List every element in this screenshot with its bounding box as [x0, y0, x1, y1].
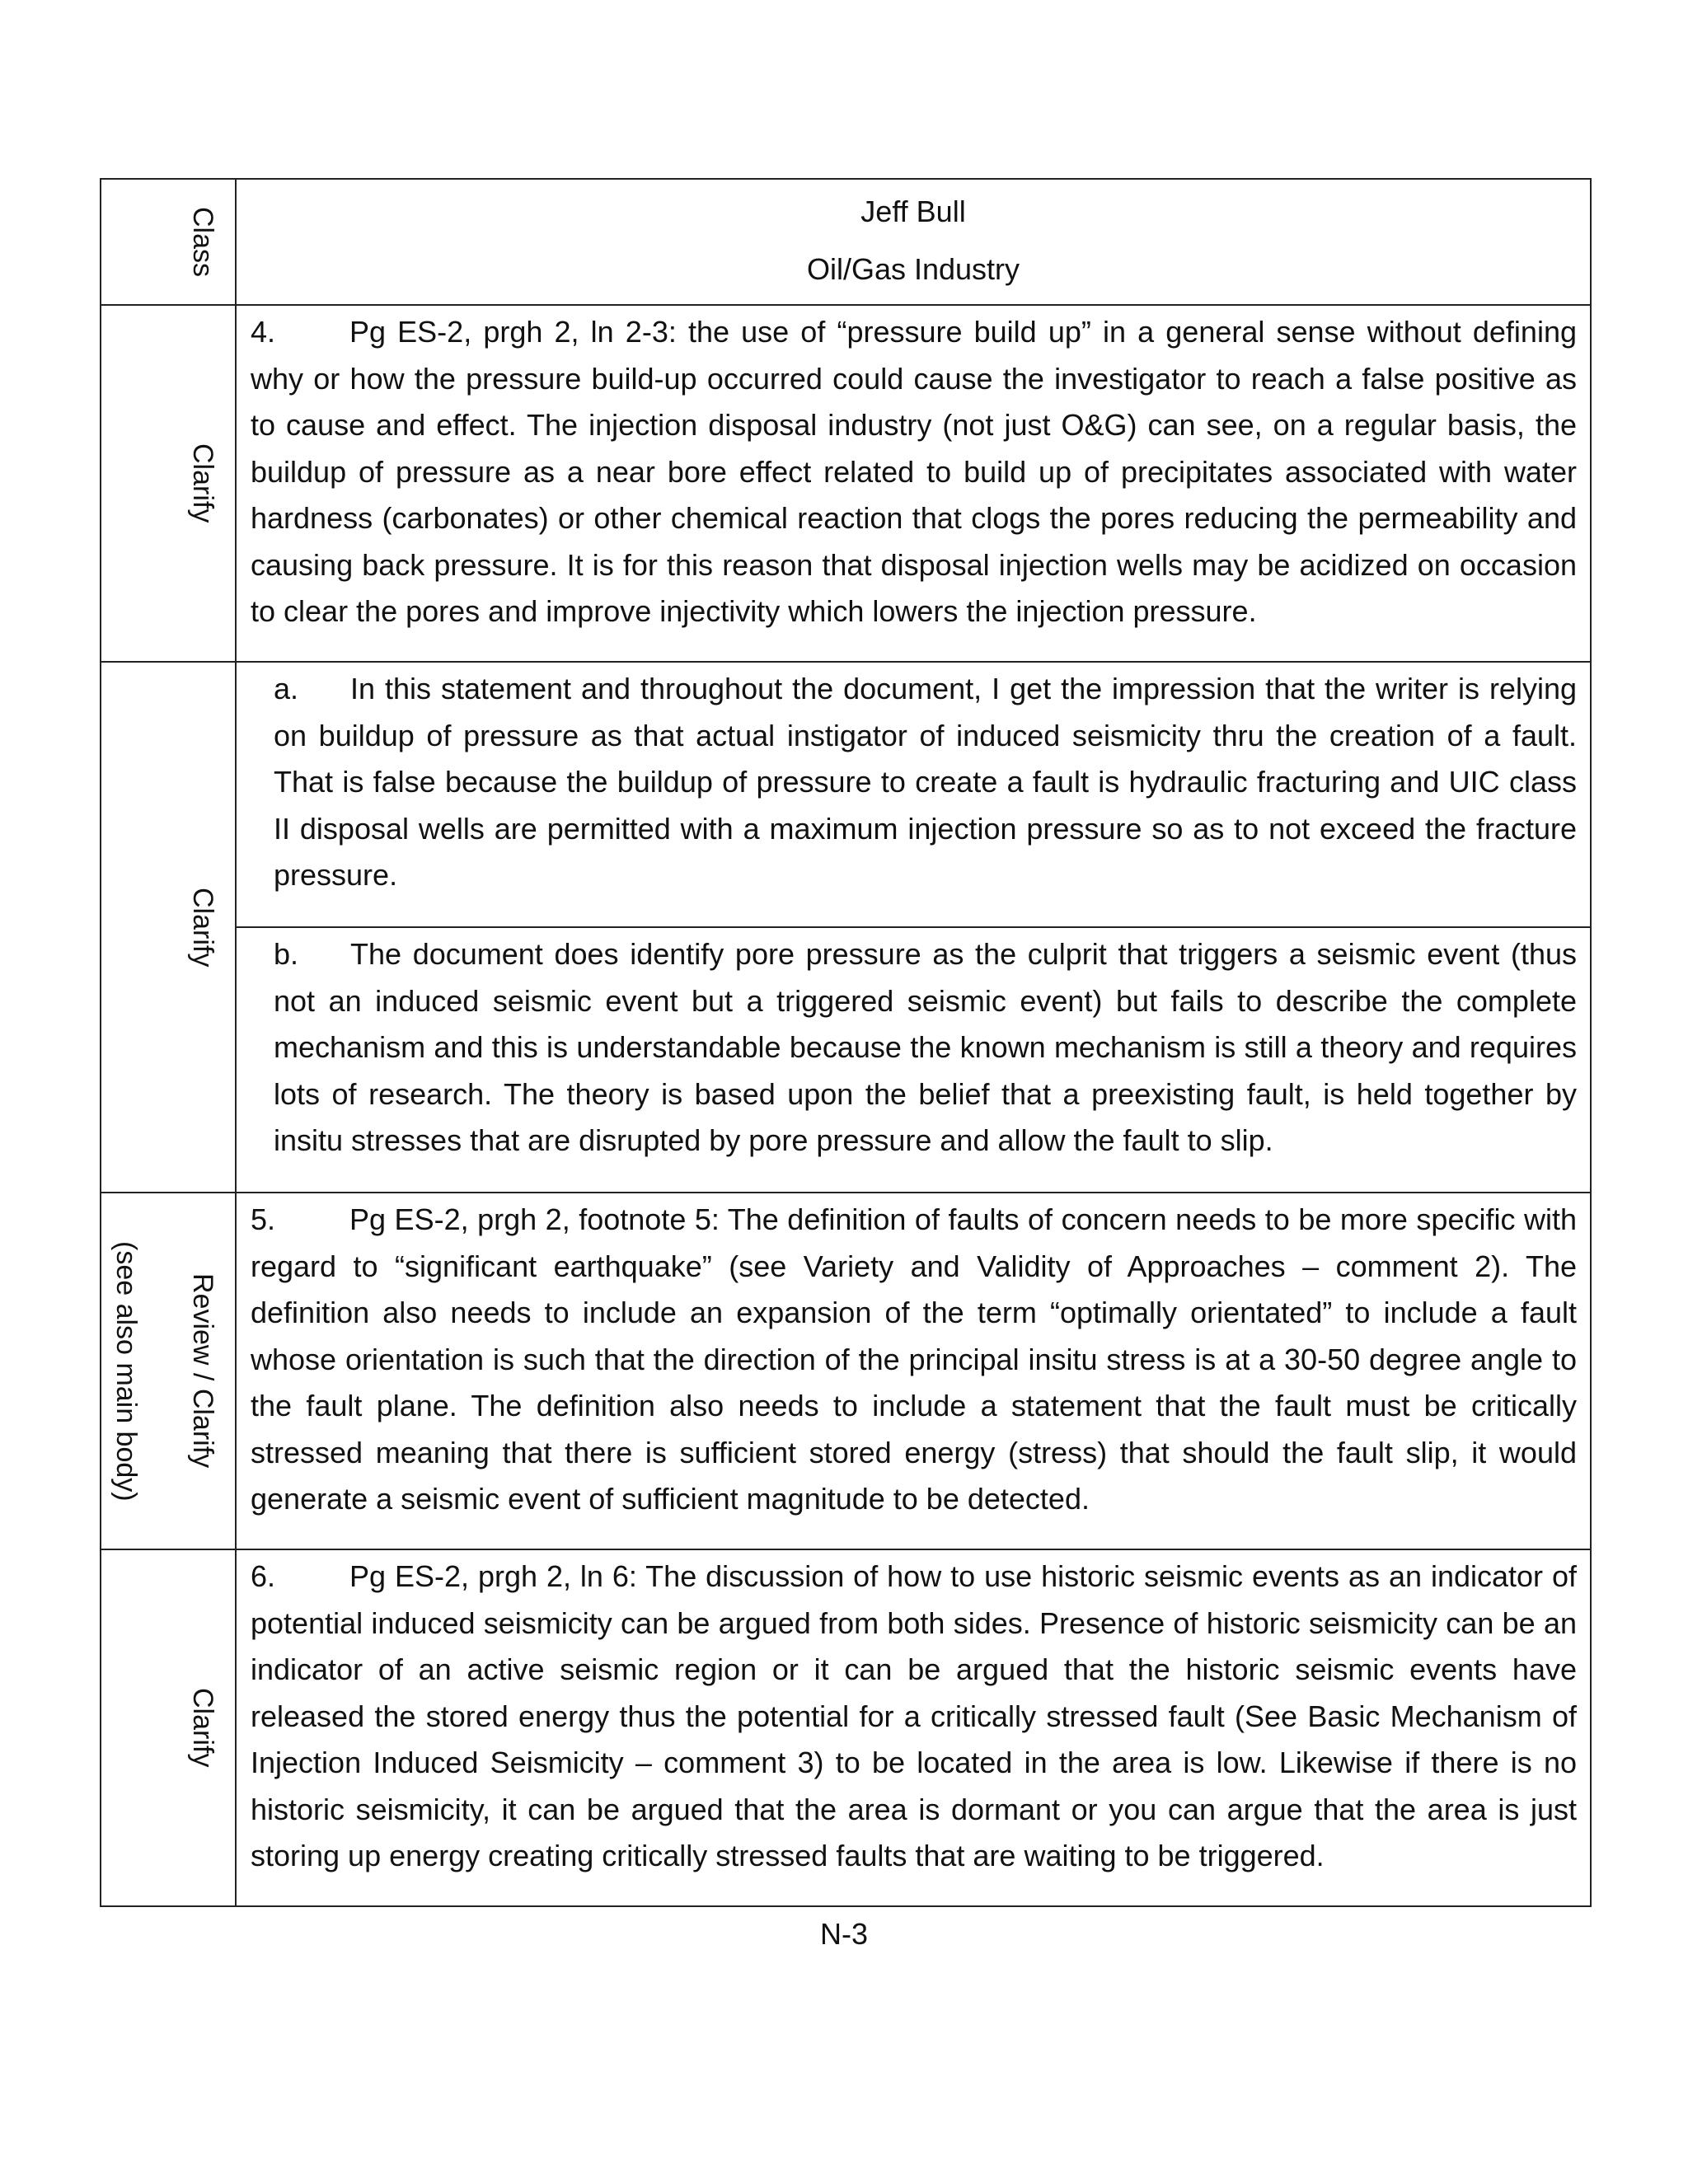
commenter-header-cell	[236, 179, 1591, 305]
commenter-name: Jeff Bull	[860, 194, 966, 228]
comment-row-4a	[101, 662, 1591, 927]
class-note: (see also main body)	[110, 1240, 142, 1502]
class-header-cell	[101, 179, 236, 305]
comment-number: 6.	[251, 1559, 276, 1593]
comment-subitem-letter: a.	[274, 672, 299, 705]
comment-row-4	[101, 305, 1591, 662]
comment-text-cell	[236, 662, 1591, 927]
class-cell	[101, 305, 236, 662]
page-number: N-3	[819, 1917, 868, 1951]
comment-text-cell	[236, 927, 1591, 1193]
class-label: Review / Clarify	[187, 1273, 218, 1469]
comment-number: 4.	[251, 315, 276, 349]
class-cell	[101, 1193, 236, 1549]
comment-text: Pg ES-2, prgh 2, ln 6: The discussion of how to use historic seismic events as an indicator of potential induced seismicity can be argued from both sides. Presence of historic seismicity can be an indicator of an active seismic region or it can be argued that the historic seismic events have released the stored energy thus the potential for a critically stressed fault (See Basic Mechanism of Injection Induced Seismicity – comment 3) to be located in the area is low. Likewise if there is no historic seismicity, it can be argued that the area is dormant or you can argue that the area is just storing up energy creating critically stressed faults that are waiting to be triggered.	[251, 1559, 1577, 1872]
comment-text: Pg ES-2, prgh 2, footnote 5: The definition of faults of concern needs to be more specific with regard to “significant earthquake” (see Variety and Validity of Approaches – comment 2). The definition also needs to include an expansion of the term “optimally orientated” to include a fault whose orientation is such that the direction of the principal insitu stress is at a 30-50 degree angle to the fault plane. The definition also needs to include a statement that the fault must be critically stressed meaning that there is sufficient stored energy (stress) that should the fault slip, it would generate a seismic event of sufficient magnitude to be detected.	[251, 1202, 1577, 1516]
class-header-label: Class	[187, 206, 218, 278]
comment-text: In this statement and throughout the document, I get the impression that the writer is relying on buildup of pressure as that actual instigator of induced seismicity thru the creation of a fault. That is false because the buildup of pressure to create a fault is hydraulic fracturing and UIC class II disposal wells are permitted with a maximum injection pressure so as to not exceed the fracture pressure.	[274, 672, 1577, 892]
comment-row-6	[101, 1549, 1591, 1906]
class-cell	[101, 662, 236, 1193]
comment-text: Pg ES-2, prgh 2, ln 2-3: the use of “pressure build up” in a general sense without defining why or how the pressure build-up occurred could cause the investigator to reach a false positive as to cause and effect. The injection disposal industry (not just O&G) can see, on a regular basis, the buildup of pressure as a near bore effect related to build up of precipitates associated with water hardness (carbonates) or other chemical reaction that clogs the pores reducing the permeability and causing back pressure. It is for this reason that disposal injection wells may be acidized on occasion to clear the pores and improve injectivity which lowers the injection pressure.	[251, 315, 1577, 628]
class-label: Clarify	[187, 1688, 218, 1768]
comment-number: 5.	[251, 1202, 276, 1236]
class-label: Clarify	[187, 443, 218, 523]
header-row	[101, 179, 1591, 305]
comment-subitem-letter: b.	[274, 937, 299, 971]
class-cell	[101, 1549, 236, 1906]
comment-table	[100, 178, 1592, 1907]
comment-text-cell	[236, 1193, 1591, 1549]
class-label: Clarify	[187, 887, 218, 968]
comment-text-cell	[236, 1549, 1591, 1906]
comment-text-cell	[236, 305, 1591, 662]
comment-row-5	[101, 1193, 1591, 1549]
comment-row-4b	[101, 927, 1591, 1193]
commenter-affiliation: Oil/Gas Industry	[806, 252, 1020, 286]
comment-text: The document does identify pore pressure as the culprit that triggers a seismic event (thus not an induced seismic event but a triggered seismic event) but fails to describe the complete mechanism and this is understandable because the known mechanism is still a theory and requires lots of research. The theory is based upon the belief that a preexisting fault, is held together by insitu stresses that are disrupted by pore pressure and allow the fault to slip.	[274, 937, 1577, 1157]
